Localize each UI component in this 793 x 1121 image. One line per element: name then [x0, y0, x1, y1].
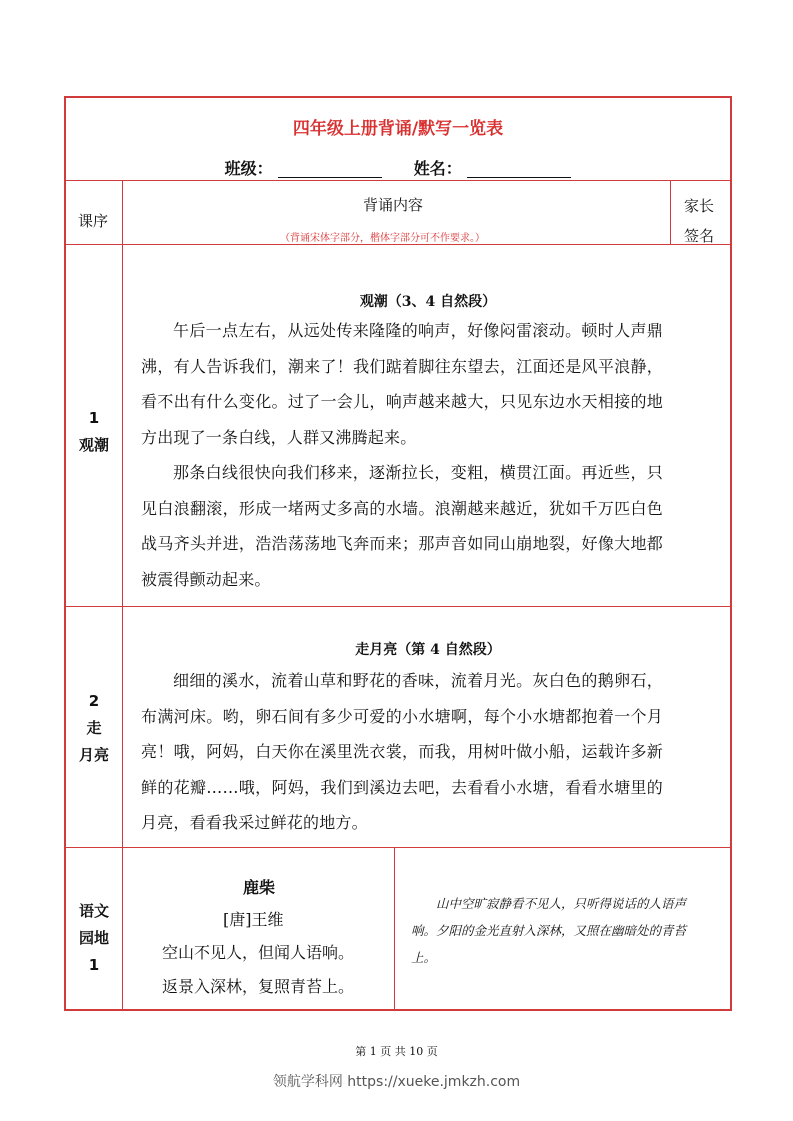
sign-header-line1: 家长 [684, 197, 715, 215]
page-footer: 第 1 页 共 10 页 [355, 1045, 438, 1058]
recitation-table [64, 96, 732, 1011]
lesson-cell [66, 688, 122, 769]
class-label: 班级： [224, 159, 273, 178]
divider [66, 847, 730, 848]
section-title: 走月亮（第 4 自然段） [355, 642, 501, 658]
paragraph: 那条白线很快向我们移来，逐渐拉长，变粗，横贯江面。再近些，只见白浪翻滚，形成一堵两丈多高的水墙。浪潮越来越近，犹如千万匹白色战马齐头并进，浩浩荡荡地飞奔而来；那声音如同山崩地裂，好像大地都被震得颤动起来。 [141, 463, 663, 589]
lesson-column-header: 课序 [78, 212, 109, 230]
sign-header-line2: 签名 [684, 227, 715, 245]
lesson-cell [66, 898, 122, 979]
lesson-name: 走 [86, 719, 102, 737]
class-blank [278, 161, 382, 178]
lesson-cell [66, 405, 122, 459]
lesson-number: 1 [88, 956, 100, 974]
paragraph: 细细的溪水，流着山草和野花的香味，流着月光。灰白色的鹅卵石，布满河床。哟，卵石间有多少可爱的小水塘啊，每个小水塘都抱着一个月亮！哦，阿妈，白天你在溪里洗衣裳，而我，用树叶做小船，运载许多新鲜的花瓣……哦，阿妈，我们到溪边去吧，去看看小水塘，看看水塘里的月亮，看看我采过鲜花的地方。 [141, 671, 663, 832]
poem-title: 鹿柴 [243, 878, 276, 897]
lesson-name: 观潮 [78, 436, 109, 454]
divider [66, 180, 730, 181]
name-blank [467, 161, 571, 178]
section-title: 观潮（3、4 自然段） [359, 294, 497, 310]
content-note: （背诵宋体字部分，楷体字部分可不作要求。） [280, 233, 485, 244]
class-name-line [66, 156, 730, 179]
poem-line: 返景入深林，复照青苔上。 [162, 977, 355, 996]
divider [66, 606, 730, 607]
watermark: 领航学科网 https://xueke.jmkzh.com [272, 1074, 521, 1090]
paragraph: 午后一点左右，从远处传来隆隆的响声，好像闷雷滚动。顿时人声鼎沸，有人告诉我们，潮来了！我们踮着脚往东望去，江面还是风平浪静，看不出有什么变化。过了一会儿，响声越来越大，只见东边水天相接的地方出现了一条白线，人群又沸腾起来。 [141, 321, 663, 447]
lesson-name: 园地 [78, 929, 109, 947]
poem-translation: 山中空旷寂静看不见人，只听得说话的人语声响。夕阳的金光直射入深林，又照在幽暗处的青苔上。 [411, 896, 687, 965]
divider [66, 244, 730, 245]
page-title: 四年级上册背诵/默写一览表 [292, 119, 504, 139]
poem-line: 空山不见人，但闻人语响。 [162, 943, 355, 962]
lesson-name: 语文 [78, 902, 109, 920]
divider [670, 180, 671, 244]
content-column-header: 背诵内容 [363, 196, 424, 214]
lesson-name: 月亮 [78, 746, 109, 764]
poem-author: [唐]王维 [223, 910, 284, 929]
divider [394, 847, 395, 1011]
name-label: 姓名： [413, 159, 462, 178]
lesson-number: 2 [88, 692, 100, 710]
lesson-number: 1 [88, 409, 100, 427]
